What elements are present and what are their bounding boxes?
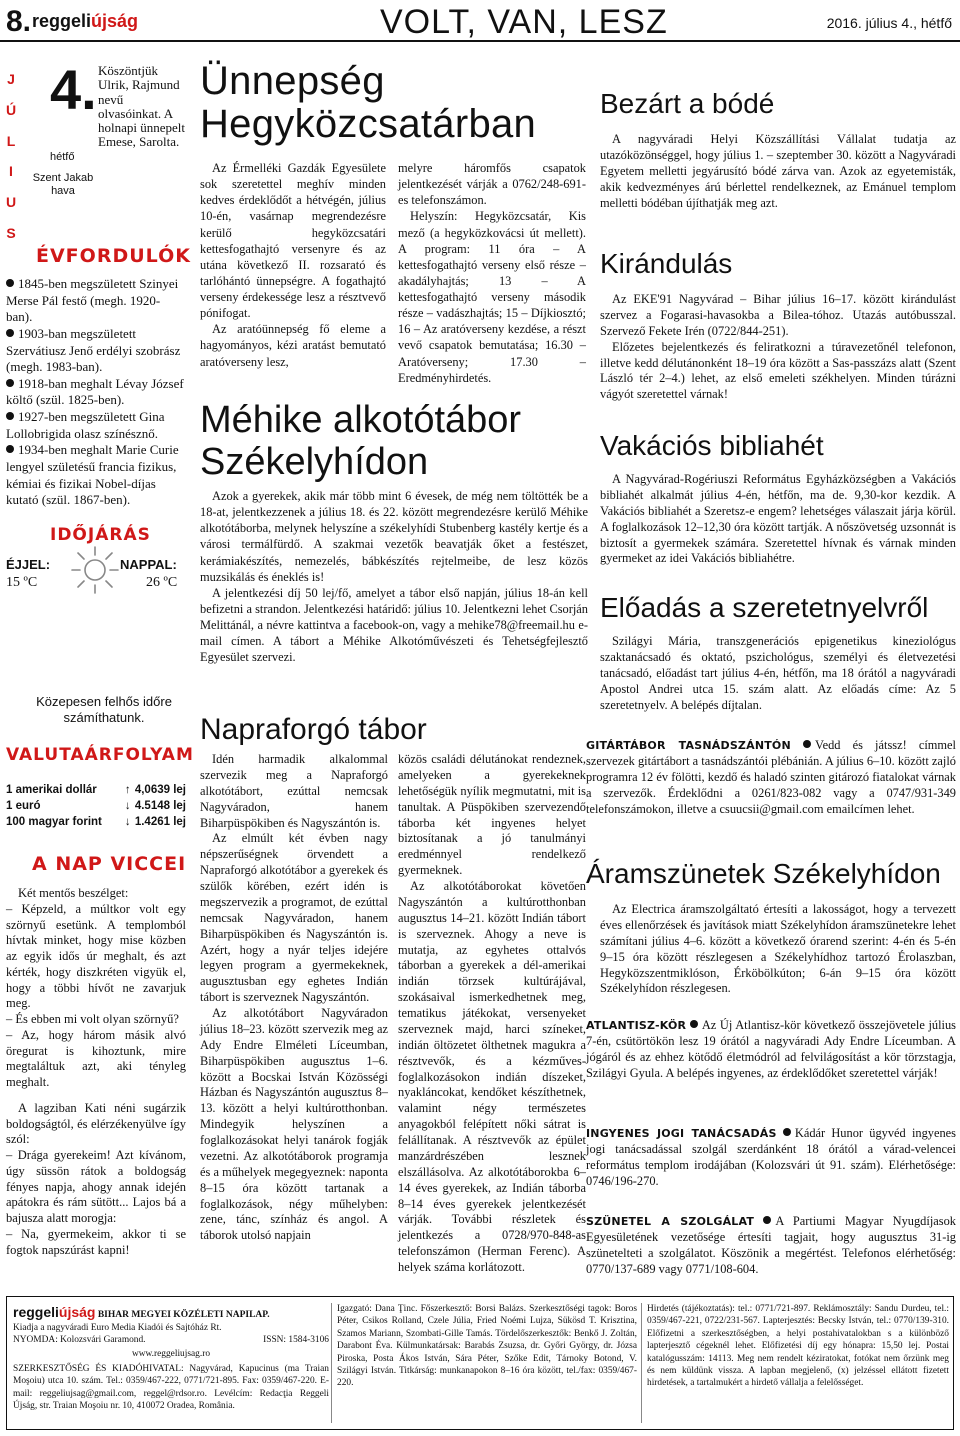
footer-divider	[641, 1303, 642, 1423]
notice-text: Az Új Atlantisz-kör következő összejövetele július 7-én, csütörtökön lesz 19 órától a nagyváradi Ady Endre Líceumban. A jógáról és az ehhez kötődő életmódról ad felvilágosítást a kör törzstagja, Szilágyi Gyula. A belépés ingyenes, az érdeklődőket szeretettel várják!	[586, 1018, 956, 1080]
currency-name: 1 euró	[6, 800, 41, 813]
notice-keyword: INGYENES JOGI TANÁCSADÁS	[586, 1127, 777, 1140]
night-label: ÉJJEL:	[6, 557, 51, 572]
bullet-icon	[6, 379, 14, 387]
article-paragraph: Az alkotótáborokat követően Nagyszántón a kultúrotthonban augusztus 14–21. között Indián tábort is szerveznek. Ahogy a neve is mutatja, az egyhetes ottalvós táborban a gyerekek a dél-amerikai indián törzsek kultúrájával, szokásaival ismerkedhetnek meg, tematikus játékokat, versenyeket szerveznek majd, harci színeket, indián öltözetet ölthetnek magukra a résztvevők, és a kézműves-foglalkozásokon indián díszeket, nyakláncokat, kendőket készíthetnek, valamint négy természetes anyagokból felépített nőki sátrat is felállítanak. A résztvevők az épület manzárdrészében lesznek elszállásolva. Az alkotótáborokba 6–14 éves gyerekek, az Indián táborba 8–14 éves gyerekek jelentkezését várják. További részletek és jelentkezés a 0728/970-848-as telefonszámon (Herman Ferenc). A helyek száma korlátozott.	[398, 879, 586, 1274]
article-column	[200, 752, 388, 1244]
jokes-body	[6, 886, 186, 1258]
month-vertical	[4, 64, 18, 249]
bullet-icon	[803, 740, 811, 748]
article-paragraph: A nagyváradi Helyi Közszállítási Vállalat tudatja az utazóközönséggel, hogy július 1. – szeptember 30. között a Nagyváradi Egyetem melletti jegyárusító bódé zárva van. Azok az egyetemisták, akik kedvezményes árú bérlettel rendelkeznek, az Emánuel templom melletti bódéban újíthatják meg azt.	[600, 132, 956, 210]
brand-accent: újság	[91, 11, 139, 31]
article-title: Bezárt a bódé	[600, 88, 775, 119]
article-paragraph: Az Érmelléki Gazdák Egyesülete sok szeretettel meghív minden kedves érdeklődőt a hétvégén, július 10-én, vasárnap megrendezésre kerülő hegyközcsatári kettesfogathajtó versenyre és az utána következő II. rozsarató és tarlóhántó ünnepségre. A fogathajtó verseny érdekessége lesz a résztvevő pónifogat.	[200, 161, 386, 321]
weather-heading: IDŐJÁRÁS	[50, 525, 151, 545]
article-title: Előadás a szeretetnyelvről	[600, 592, 929, 623]
table-row	[6, 782, 186, 798]
article-paragraph: Az EKE'91 Nagyvárad – Bihar július 16–17. között kirándulást szervez a Fogarasi-havasokba a Bilea-tóhoz. Utazás autóbusszal. Szervező Fekete Irén (0722/844-251).	[600, 292, 956, 338]
list-item	[6, 376, 186, 409]
day-temp: 26 ºC	[146, 575, 178, 590]
currency-name: 100 magyar forint	[6, 816, 102, 829]
currency-name: 1 amerikai dollár	[6, 784, 97, 796]
month-letter: Ú	[5, 101, 17, 118]
brand-regular: reggeli	[13, 1304, 59, 1320]
article-column	[200, 160, 386, 370]
anniversary-text: 1845-ben megszületett Szinyei Merse Pál festő (megh. 1920-ban).	[6, 276, 179, 325]
exchange-heading: VALUTAÁRFOLYAM	[6, 745, 194, 765]
article-paragraph: Szilágyi Mária, transzgenerációs epigenetikus kineziológus szaktanácsadó és oktató, pszichológus, személyi és életvezetési tanácsadó, előadást tart július 4-én, hétfőn, ma 18 órától a nagyváradi Apostol Andrei utca 15. szám alatt. Az előadás címe: Az 5 szeretetnyelv. A belépés díjtalan.	[600, 634, 956, 712]
bullet-icon	[783, 1128, 791, 1136]
currency-rate: 4.5148 lej	[134, 800, 186, 813]
sun-icon	[70, 545, 120, 595]
day-name: hétfő	[50, 151, 75, 163]
footer-issn: ISSN: 1584-3106	[263, 1334, 329, 1345]
brand-accent: újság	[58, 1304, 96, 1320]
list-item	[6, 326, 186, 376]
bullet-icon	[6, 412, 14, 420]
article-paragraph: Előzetes bejelentkezés és feliratkozni a túravezetőnél telefonon, illetve kedd délutánonként 18–19 óra között a Sas-passzázs alatt (Szent László tér 2–4.) lehet, az első emeleti székhelyen. Minden túrázni vágyót szeretettel várnak!	[600, 339, 956, 402]
anniversary-text: 1903-ban megszületett Szervátiusz Jenő erdélyi szobrász (megh. 1983-ban).	[6, 325, 181, 375]
arrow-down-icon: ↓	[124, 800, 131, 813]
arrow-down-icon: ↓	[124, 816, 131, 829]
joke-paragraph: – Az, hogy három másik alvó öregurat is kihoztunk, mire megtaláltuk azt, aki tényleg meghalt.	[6, 1027, 186, 1089]
article-body	[600, 292, 956, 403]
day-number: 4.	[50, 58, 97, 121]
article-title: Vakációs bibliahét	[600, 430, 824, 461]
footer-printer: NYOMDA: Kolozsvári Garamond.	[13, 1334, 146, 1345]
notice-keyword: GITÁRTÁBOR TASNÁDSZÁNTÓN	[586, 739, 791, 752]
article-paragraph: Idén harmadik alkalommal szervezik meg a Napraforgó alkotótábort, ezúttal nemcsak Nagyváradon, hanem Biharpüspökiben és Nagyszántón is.	[200, 752, 388, 830]
anniversaries-heading: ÉVFORDULÓK	[36, 245, 191, 267]
notice-text: Vedd és játssz! címmel szervezek gitártábort a tasnádszántói plébánián. A július 6–10. között zajló programra 12 év fölötti, kezdő és haladó szinten gitározó fiatalokat várnak a szervezők. Érdeklődni a 0261/823-082 vagy a 0747/931-349 telefonszámokon, illetve a csuucsii@gmail.com emailcímen lehet.	[586, 738, 956, 816]
issue-date: 2016. július 4., hétfő	[826, 15, 952, 31]
article-paragraph: Az alkotótábort Nagyváradon július 18–23. között szervezik meg az Ady Endre Elméleti Líceumban, Biharpüspökiben augusztus 1–6. között a Bocskai István Közösségi Házban és Nagyszántón augusztus 8–13. között a helyi kultúrotthonban. Mindegyik helyszínen a foglalkozásokat helyi tanárok fogják vezetni. Az alkotótáborok programja és a műhelyek megegyeznek: naponta 8–15 óra között tartanak a foglalkozások, négy műhelyben: zene, tánc, színház és angol. A táborok utolsó napjain	[200, 1006, 388, 1243]
nameday-greeting: Köszöntjük Ulrik, Rajmund nevű olvasóinkat. A holnapi ünnepelt Emese, Sarolta.	[98, 63, 186, 150]
footer-ads-text: Hirdetés (tájékoztatás): tel.: 0771/721-897. Reklámosztály: Sandu Durdeu, tel.: 0359/467-221, 0722/231-567. Lapterjesztés: Becsky István, tel.: 0770/139-310. Előfizetni a szerkesztőségben, a helyi postahivatalokban s a különböző lapterjesztő cégeknél lehet. Előfizetési díj egy hónapra: 15,50 lej. Postai katalógusszám: 14113. Meg nem rendelt kéziratokat, fotókat nem őrzünk meg és nem küldünk vissza. A lapban megjelenő, (x) jelzéssel ellátott fizetett hirdetések, a tartalmukért a hirdető vállalja a felelősséget.	[647, 1304, 949, 1389]
joke-paragraph: – És ebben mi volt olyan szörnyű?	[6, 1012, 179, 1026]
table-row	[6, 798, 186, 814]
exchange-table	[6, 782, 186, 830]
anniversaries-list	[6, 276, 186, 509]
article-title: Kirándulás	[600, 248, 733, 279]
article-paragraph: melyre háromfős csapatok jelentkezését várják a 0762/248-691-es telefonszámon.	[398, 161, 586, 208]
footer-web-link[interactable]: www.reggeliujsag.ro	[131, 1349, 211, 1360]
footer-tagline: BIHAR MEGYEI KÖZÉLETI NAPILAP.	[97, 1310, 270, 1320]
article-title: Napraforgó tábor	[200, 713, 427, 746]
bullet-icon	[6, 279, 14, 287]
footer-staff-text: Igazgató: Dana Ţinc. Főszerkesztő: Borsi Balázs. Szerkesztőségi tagok: Boros Péter, Csikos Rolland, Czele Júlia, Fried Noémi Lujza, Sükösd T. Krisztina, Szamos Mariann, Szombati-Gille Tamás. Tördelőszerkesztők: Benkő J. Zoltán, Darabont Éva. Külmunkatársak: Barabás Zsuzsa, dr. Győri György, dr. Józsa Piroska, Posta Ákos István, Sára Péter, Szőke Edit, Tárnoky Botond, V. Szilágyi István. Titkárság: munkanapokon 8–16 óra között, tel./fax: 0359/467-220.	[337, 1304, 637, 1389]
brand-regular: reggeli	[32, 11, 92, 31]
article-paragraph: Azok a gyerekek, akik már több mint 6 évesek, de még nem töltötték be a 18-at, jelentkezzenek a július 18. és 22. között megrendezésre kerülő Méhike alkotótáborba, melynek helyszíne a székelyhídi Stubenberg kastély kertje és a városi termálfürdő. A szakmai vezetők beavatják őket a festészet, kerámiakészítés, nemezelés, bábkészítés rejtelmeibe, de lesz közös muzsikálás és éneklés is!	[200, 489, 588, 584]
footer-address: SZERKESZTŐSÉG ÉS KIADÓHIVATAL: Nagyvárad, Kapucinus (ma Traian Moşoiu) utca 10. szám. Tel.: 0359/467-222, 0771/721-895. Fax: 0359/467-220. E-mail: reggeliujsag@gmail.com, reggel@rdsor.ro. Levélcím: Redacţia Reggeli Újság, str. Traian Moşoiu nr. 10, 410072 Oradea, România.	[13, 1363, 329, 1411]
article-body	[600, 634, 956, 713]
impressum-publisher	[13, 1303, 329, 1412]
arrow-up-icon: ↑	[124, 784, 131, 796]
month-letter: I	[9, 163, 13, 180]
month-letter: J	[7, 71, 15, 87]
notice-keyword: ATLANTISZ-KÖR	[586, 1019, 687, 1032]
impressum-staff	[337, 1303, 637, 1390]
footer-divider	[331, 1303, 332, 1423]
article-body	[600, 132, 956, 211]
article-column	[398, 160, 586, 386]
list-item	[6, 276, 186, 326]
footer-publisher: Kiadja a nagyváradi Euro Media Kiadói és Sajtóház Rt.	[13, 1322, 222, 1333]
article-paragraph: A jelentkezési díj 50 lej/fő, amelyet a tábor első napján, július 18-án kell befizetni a strandon. Jelentkezési határidő: július 10. Jelentkezni lehet Csorján Melittánál, a névre kattintva a facebook-on, vagy a mehike78@freemail.hu e-mail címen. A tábort a Méhike Alkotóművészeti és Tehetségfejlesztő Egyesület szervezi.	[200, 585, 588, 665]
header-brand	[32, 10, 138, 34]
notice-jogi	[586, 1126, 956, 1190]
bullet-icon	[6, 329, 14, 337]
anniversary-text: 1918-ban meghalt Lévay József költő (szül. 1825-ben).	[6, 375, 184, 408]
article-paragraph: Az aratóünnepség fő eleme a hagyományos, kézi aratást bemutató aratóverseny lesz,	[200, 322, 386, 369]
night-temp: 15 ºC	[6, 575, 38, 590]
article-paragraph: Az Electrica áramszolgáltató értesíti a lakosságot, hogy a tervezett éves ellenőrzések és javítások miatt Székelyhídon áramszünetekre lehet számítani július 4–6. között a következő órarend szerint: 4-én és 5-én 9–15 óra között részlegesen a Székelyhídhoz tartozó Érolaszban, Hegyközszentmiklóson, Érköbölkúton; 6-án 9–15 óra között Székelyhídon részlegesen.	[600, 902, 956, 996]
article-body	[600, 472, 956, 567]
footer-brand	[13, 1304, 95, 1320]
notice-keyword: SZÜNETEL A SZOLGÁLAT	[586, 1215, 755, 1228]
article-body	[200, 488, 588, 665]
month-letter: U	[5, 194, 17, 211]
notice-gitartabor	[586, 738, 956, 817]
currency-rate: 1.4261 lej	[134, 816, 186, 829]
anniversary-text: 1934-ben meghalt Marie Curie lengyel születésű francia fizikus, kémiai és fizikai Nobel-díjas kutató (szül. 1867-ben).	[6, 442, 179, 508]
article-paragraph: A Nagyvárad-Rogériuszi Református Egyházközségben a Vakációs bibliahét alkalmát július 4-én, hétfőn, ma de. 9,30-kor kezdik. A Vakációs bibliahét a Szeretsz-e engem? lehetséges válaszait járja körül. A foglalkozások 12–12,30 óra között tartják. A nőszövetség uzsonnát is biztosít a gyermekek számára. Szeretettel hívnak és várnak minden gyermeket az idei Vakációs bibliahétre.	[600, 472, 956, 566]
article-body	[600, 902, 956, 997]
impressum-ads	[647, 1303, 949, 1390]
notice-text: A Partiumi Magyar Nyugdíjasok Egyesületének vezetősége értesíti tagjait, hogy augusztus 31-ig szünetelteti a szolgálatot. Köszönik a megértést. Telefonos elérhetőség: 0770/137-689 vagy 0771/108-604.	[586, 1214, 956, 1276]
bullet-icon	[763, 1216, 771, 1224]
jokes-heading: A NAP VICCEI	[32, 853, 187, 875]
notice-szunetel	[586, 1214, 956, 1278]
impressum-box	[6, 1296, 954, 1430]
article-title: Méhike alkotótábor Székelyhídon	[200, 399, 522, 483]
saint-note: Szent Jakab hava	[32, 172, 94, 198]
anniversary-text: 1927-ben megszületett Gina Lollobrigida olasz színésznő.	[6, 409, 165, 441]
month-letter: S	[6, 224, 16, 241]
list-item	[6, 442, 186, 509]
section-title: VOLT, VAN, LESZ	[380, 3, 668, 41]
bullet-icon	[690, 1020, 698, 1028]
joke-paragraph: Két mentős beszélget:	[18, 886, 129, 900]
bullet-icon	[6, 445, 14, 453]
joke-paragraph: – Képzeld, a múltkor volt egy szörnyű esetünk. A templomból hívtak minket, hogy mise közben az egyik idős úr meghalt, és azt kérték, hogy diszkréten vigyük el, hogy a többi hívőt ne zavarjuk meg.	[6, 901, 186, 1011]
joke-paragraph: – Drága gyerekeim! Azt kívánom, úgy süssön rátok a boldogság fényes napja, ahogy annak idején apátokra és rám sütött... Lajos bá a bajusza alatt morogja:	[6, 1148, 186, 1225]
month-letter: L	[6, 132, 16, 149]
article-title: Áramszünetek Székelyhídon	[586, 858, 941, 889]
list-item	[6, 409, 186, 442]
article-paragraph: Az elmúlt két évben nagy népszerűségnek örvendett a Napraforgó alkotótábor a gyerekek és szülők körében, ezért idén is megszervezik a programot, de ezúttal nemcsak Nagyváradon, hanem Biharpüspökiben és Nagyszántón is. Azért, hogy a nyár teljes idejére legyen program a gyermekeknek, augusztusban egy eghetes Indián tábort is szerveznek Nagyszántón.	[200, 831, 388, 1005]
joke-paragraph: A lagziban Kati néni sugárzik boldogságtól, és elérzékenyülve így szól:	[6, 1100, 186, 1147]
notice-text: Kádár Hunor ügyvéd ingyenes jogi tanácsadással szolgál szerdánként 18 órától a várad-velencei református templom irodájában (Kolozsvári út 91. szám). Elérhetősége: 0746/196-270.	[586, 1126, 956, 1188]
weather-description: Közepesen felhős időre számíthatunk.	[36, 694, 172, 725]
joke-paragraph: – Na, gyermekeim, akkor ti se fogtok napszúrást kapni!	[6, 1226, 186, 1257]
page-number: 8.	[6, 5, 32, 38]
article-column	[398, 752, 586, 1276]
day-label: NAPPAL:	[120, 557, 177, 572]
article-paragraph: közös családi délutánokat rendeznek, amelyeken a gyerekeknek lehetőségük nyílik megmutatni, mit is tanultak. A Püspökiben szervezendő táborba két ingyenes helyet biztosítanak a jó tanulmányi eredménnyel rendelkező gyermeknek.	[398, 752, 586, 878]
article-title: Ünnepség Hegyközcsatárban	[200, 59, 537, 147]
table-row	[6, 814, 186, 830]
footer-print-row	[13, 1334, 329, 1346]
currency-rate: 4,0639 lej	[134, 784, 186, 796]
article-paragraph: Helyszín: Hegyközcsatár, Kis mező (a hegyközkovácsi út mellett). A program: 11 óra – A kettesfogathajtó verseny első része – akadályhajtás; 13 – A kettesfogathajtó verseny második része – vadászhajtás; 15 – Díjkiosztó; 16 – Az aratóverseny kezdése, a részt vevő csapatok bemutatása; 16.30 – Aratóverseny; 17.30 – Eredményhirdetés.	[398, 209, 586, 385]
notice-atlantisz	[586, 1018, 956, 1082]
